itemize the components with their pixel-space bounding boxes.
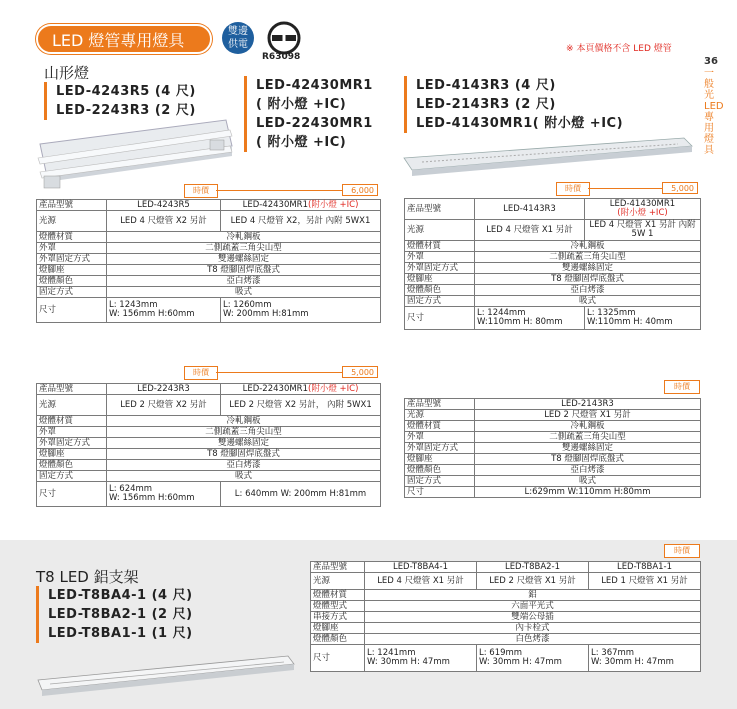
cell-value: 雙邊螺絲固定 xyxy=(107,438,381,449)
cell-light: LED 4 尺燈管 X1 另計 xyxy=(475,220,585,241)
cell-light: LED 4 尺燈管 X2 另計 xyxy=(107,211,221,232)
model-name: LED-41430MR1( 附小燈 +IC) xyxy=(416,116,624,131)
cell-model: LED-T8BA4-1 xyxy=(365,562,477,573)
cell-value: 二側疏蓋三角尖山型 xyxy=(107,427,381,438)
model-list-t8 xyxy=(36,586,193,643)
row-label: 光源 xyxy=(405,220,475,241)
model-name: LED-4243R5 (4 尺) xyxy=(56,84,196,99)
row-label: 串接方式 xyxy=(311,612,365,623)
price-line xyxy=(588,188,662,189)
cell-value: T8 燈腳固焊底盤式 xyxy=(107,265,381,276)
row-label: 外罩固定方式 xyxy=(37,254,107,265)
cell-value: 吸式 xyxy=(475,296,701,307)
row-label: 光源 xyxy=(311,573,365,590)
row-label: 光源 xyxy=(37,395,107,416)
cell-value: 冷軋鋼板 xyxy=(475,421,701,432)
page-number: 36 xyxy=(704,56,718,67)
model-name: ( 附小燈 +IC) xyxy=(256,135,347,150)
row-label: 燈體顏色 xyxy=(37,276,107,287)
model-list-a xyxy=(44,82,196,120)
cell-value: T8 燈腳固焊底盤式 xyxy=(475,454,701,465)
cell-value: 六面平光式 xyxy=(365,601,701,612)
cell-size: L: 624mm W: 156mm H:60mm xyxy=(107,482,221,507)
cell-model: LED-42430MR1(附小燈 +IC) xyxy=(221,200,381,211)
row-label: 燈體材質 xyxy=(405,421,475,432)
cell-size: L: 1260mm W: 200mm H:81mm xyxy=(221,298,381,323)
cell-light: LED 4 尺燈管 X2，另計 內附 5WX1 xyxy=(221,211,381,232)
row-label: 產品型號 xyxy=(311,562,365,573)
model-name: LED-42430MR1 xyxy=(256,78,373,93)
cell-value: 亞白烤漆 xyxy=(107,460,381,471)
cell-value: 白色烤漆 xyxy=(365,634,701,645)
row-label: 固定方式 xyxy=(405,476,475,487)
cell-model: LED-T8BA1-1 xyxy=(589,562,701,573)
cell-size: L: 1325mm W:110mm H: 40mm xyxy=(585,307,701,330)
cell-model: LED-41430MR1 (附小燈 +IC) xyxy=(585,199,701,220)
cell-light: LED 2 尺燈管 X2 另計， 內附 5WX1 xyxy=(221,395,381,416)
cell-value: T8 燈腳固焊底盤式 xyxy=(475,274,701,285)
row-label: 外罩固定方式 xyxy=(405,443,475,454)
spec-table-4243R5 xyxy=(36,199,381,323)
price-tag: 5,000 xyxy=(342,366,378,378)
cell-value: 內卡栓式 xyxy=(365,623,701,634)
spec-table-t8ba xyxy=(310,561,701,672)
row-label: 固定方式 xyxy=(405,296,475,307)
cell-value: 冷軋鋼板 xyxy=(107,416,381,427)
row-label: 外罩固定方式 xyxy=(37,438,107,449)
row-label: 燈體顏色 xyxy=(37,460,107,471)
model-list-c xyxy=(404,76,623,133)
row-label: 燈體顏色 xyxy=(311,634,365,645)
row-label: 尺寸 xyxy=(37,482,107,507)
cell-size: L: 1241mm W: 30mm H: 47mm xyxy=(365,645,477,672)
cell-value: LED 2 尺燈管 X1 另計 xyxy=(475,410,701,421)
price-note: ※ 本頁價格不含 LED 燈管 xyxy=(566,44,672,54)
aluminum-bracket-subtitle: T8 LED 鋁支架 xyxy=(36,568,139,586)
row-label: 燈體材質 xyxy=(405,241,475,252)
row-label: 光源 xyxy=(405,410,475,421)
cell-size: L: 1244mm W:110mm H: 80mm xyxy=(475,307,585,330)
row-label: 產品型號 xyxy=(37,384,107,395)
mountain-lamp-subtitle: 山形燈 xyxy=(44,64,90,82)
model-name: LED-T8BA2-1 (2 尺) xyxy=(48,607,193,622)
cell-model: LED-2243R3 xyxy=(107,384,221,395)
mountain-lamp-1tube-image xyxy=(402,136,694,182)
model-name: LED-22430MR1 xyxy=(256,116,373,131)
price-line xyxy=(216,372,342,373)
row-label: 固定方式 xyxy=(37,287,107,298)
cell-value: 冷軋鋼板 xyxy=(475,241,701,252)
cell-value: 吸式 xyxy=(107,287,381,298)
row-label: 外罩 xyxy=(37,243,107,254)
row-label: 燈體材質 xyxy=(37,416,107,427)
model-name: LED-2143R3 (2 尺) xyxy=(416,97,556,112)
dual-supply-line1: 雙邊 xyxy=(228,26,248,37)
row-label: 燈體顏色 xyxy=(405,465,475,476)
cell-value: 吸式 xyxy=(107,471,381,482)
time-price-tag: 時價 xyxy=(664,380,700,394)
cell-value: 雙端公母插 xyxy=(365,612,701,623)
cell-value: L:629mm W:110mm H:80mm xyxy=(475,487,701,498)
cell-value: 二側疏蓋三角尖山型 xyxy=(107,243,381,254)
cell-value: LED-2143R3 xyxy=(475,399,701,410)
cell-value: 冷軋鋼板 xyxy=(107,232,381,243)
model-name: LED-T8BA1-1 (1 尺) xyxy=(48,626,193,641)
row-label: 燈體顏色 xyxy=(405,285,475,296)
spec-table-4143R3 xyxy=(404,198,701,330)
row-label: 尺寸 xyxy=(405,307,475,330)
row-label: 燈腳座 xyxy=(37,449,107,460)
row-label: 尺寸 xyxy=(311,645,365,672)
catalog-title: LED 燈管專用燈具 xyxy=(36,24,212,54)
row-label: 尺寸 xyxy=(405,487,475,498)
cell-size: L: 1243mm W: 156mm H:60mm xyxy=(107,298,221,323)
cell-value: 二側疏蓋三角尖山型 xyxy=(475,432,701,443)
model-name: LED-2243R3 (2 尺) xyxy=(56,103,196,118)
row-label: 尺寸 xyxy=(37,298,107,323)
cell-light: LED 4 尺燈管 X1 另計 內附 5W 1 xyxy=(585,220,701,241)
price-tag: 6,000 xyxy=(342,184,378,196)
row-label: 燈腳座 xyxy=(311,623,365,634)
cell-light: LED 2 尺燈管 X1 另計 xyxy=(477,573,589,590)
cell-model: LED-4143R3 xyxy=(475,199,585,220)
cell-value: 吸式 xyxy=(475,476,701,487)
model-name: ( 附小燈 +IC) xyxy=(256,97,347,112)
row-label: 固定方式 xyxy=(37,471,107,482)
row-label: 燈體材質 xyxy=(311,590,365,601)
aluminum-bracket-image xyxy=(30,650,300,700)
cell-model: LED-22430MR1(附小燈 +IC) xyxy=(221,384,381,395)
model-name: LED-4143R3 (4 尺) xyxy=(416,78,556,93)
spec-table-2243R3 xyxy=(36,383,381,507)
time-price-tag: 時價 xyxy=(184,184,218,198)
row-label: 產品型號 xyxy=(37,200,107,211)
time-price-tag: 時價 xyxy=(184,366,218,380)
cell-light: LED 4 尺燈管 X1 另計 xyxy=(365,573,477,590)
row-label: 產品型號 xyxy=(405,399,475,410)
row-label: 燈腳座 xyxy=(37,265,107,276)
cell-size: L: 367mm W: 30mm H: 47mm xyxy=(589,645,701,672)
price-tag: 5,000 xyxy=(662,182,698,194)
dual-supply-badge xyxy=(222,22,254,54)
row-label: 產品型號 xyxy=(405,199,475,220)
cell-light: LED 2 尺燈管 X2 另計 xyxy=(107,395,221,416)
cell-value: 雙邊螺絲固定 xyxy=(475,443,701,454)
cell-light: LED 1 尺燈管 X1 另計 xyxy=(589,573,701,590)
row-label: 外罩 xyxy=(405,432,475,443)
side-section-title: 一般光LED 專用燈具 xyxy=(704,68,724,156)
cell-model: LED-4243R5 xyxy=(107,200,221,211)
certification-mark-icon xyxy=(266,20,302,56)
row-label: 燈腳座 xyxy=(405,274,475,285)
cell-value: T8 燈腳固焊底盤式 xyxy=(107,449,381,460)
row-label: 燈腳座 xyxy=(405,454,475,465)
model-name: LED-T8BA4-1 (4 尺) xyxy=(48,588,193,603)
row-label: 外罩 xyxy=(37,427,107,438)
model-list-b xyxy=(244,76,373,152)
cell-value: 亞白烤漆 xyxy=(475,465,701,476)
cell-value: 雙邊螺絲固定 xyxy=(107,254,381,265)
row-label: 光源 xyxy=(37,211,107,232)
time-price-tag: 時價 xyxy=(556,182,590,196)
dual-supply-line2: 供電 xyxy=(228,39,248,50)
cell-value: 二側疏蓋三角尖山型 xyxy=(475,252,701,263)
cell-value: 鋁 xyxy=(365,590,701,601)
time-price-tag: 時價 xyxy=(664,544,700,558)
cell-value: 亞白烤漆 xyxy=(107,276,381,287)
row-label: 外罩 xyxy=(405,252,475,263)
spec-table-2143R3 xyxy=(404,398,701,498)
row-label: 燈體材質 xyxy=(37,232,107,243)
cell-size: L: 640mm W: 200mm H:81mm xyxy=(221,482,381,507)
row-label: 燈體型式 xyxy=(311,601,365,612)
row-label: 外罩固定方式 xyxy=(405,263,475,274)
cell-size: L: 619mm W: 30mm H: 47mm xyxy=(477,645,589,672)
cell-value: 亞白烤漆 xyxy=(475,285,701,296)
cell-model: LED-T8BA2-1 xyxy=(477,562,589,573)
price-line xyxy=(216,190,342,191)
cell-value: 雙邊螺絲固定 xyxy=(475,263,701,274)
cert-code: R63098 xyxy=(262,52,301,62)
